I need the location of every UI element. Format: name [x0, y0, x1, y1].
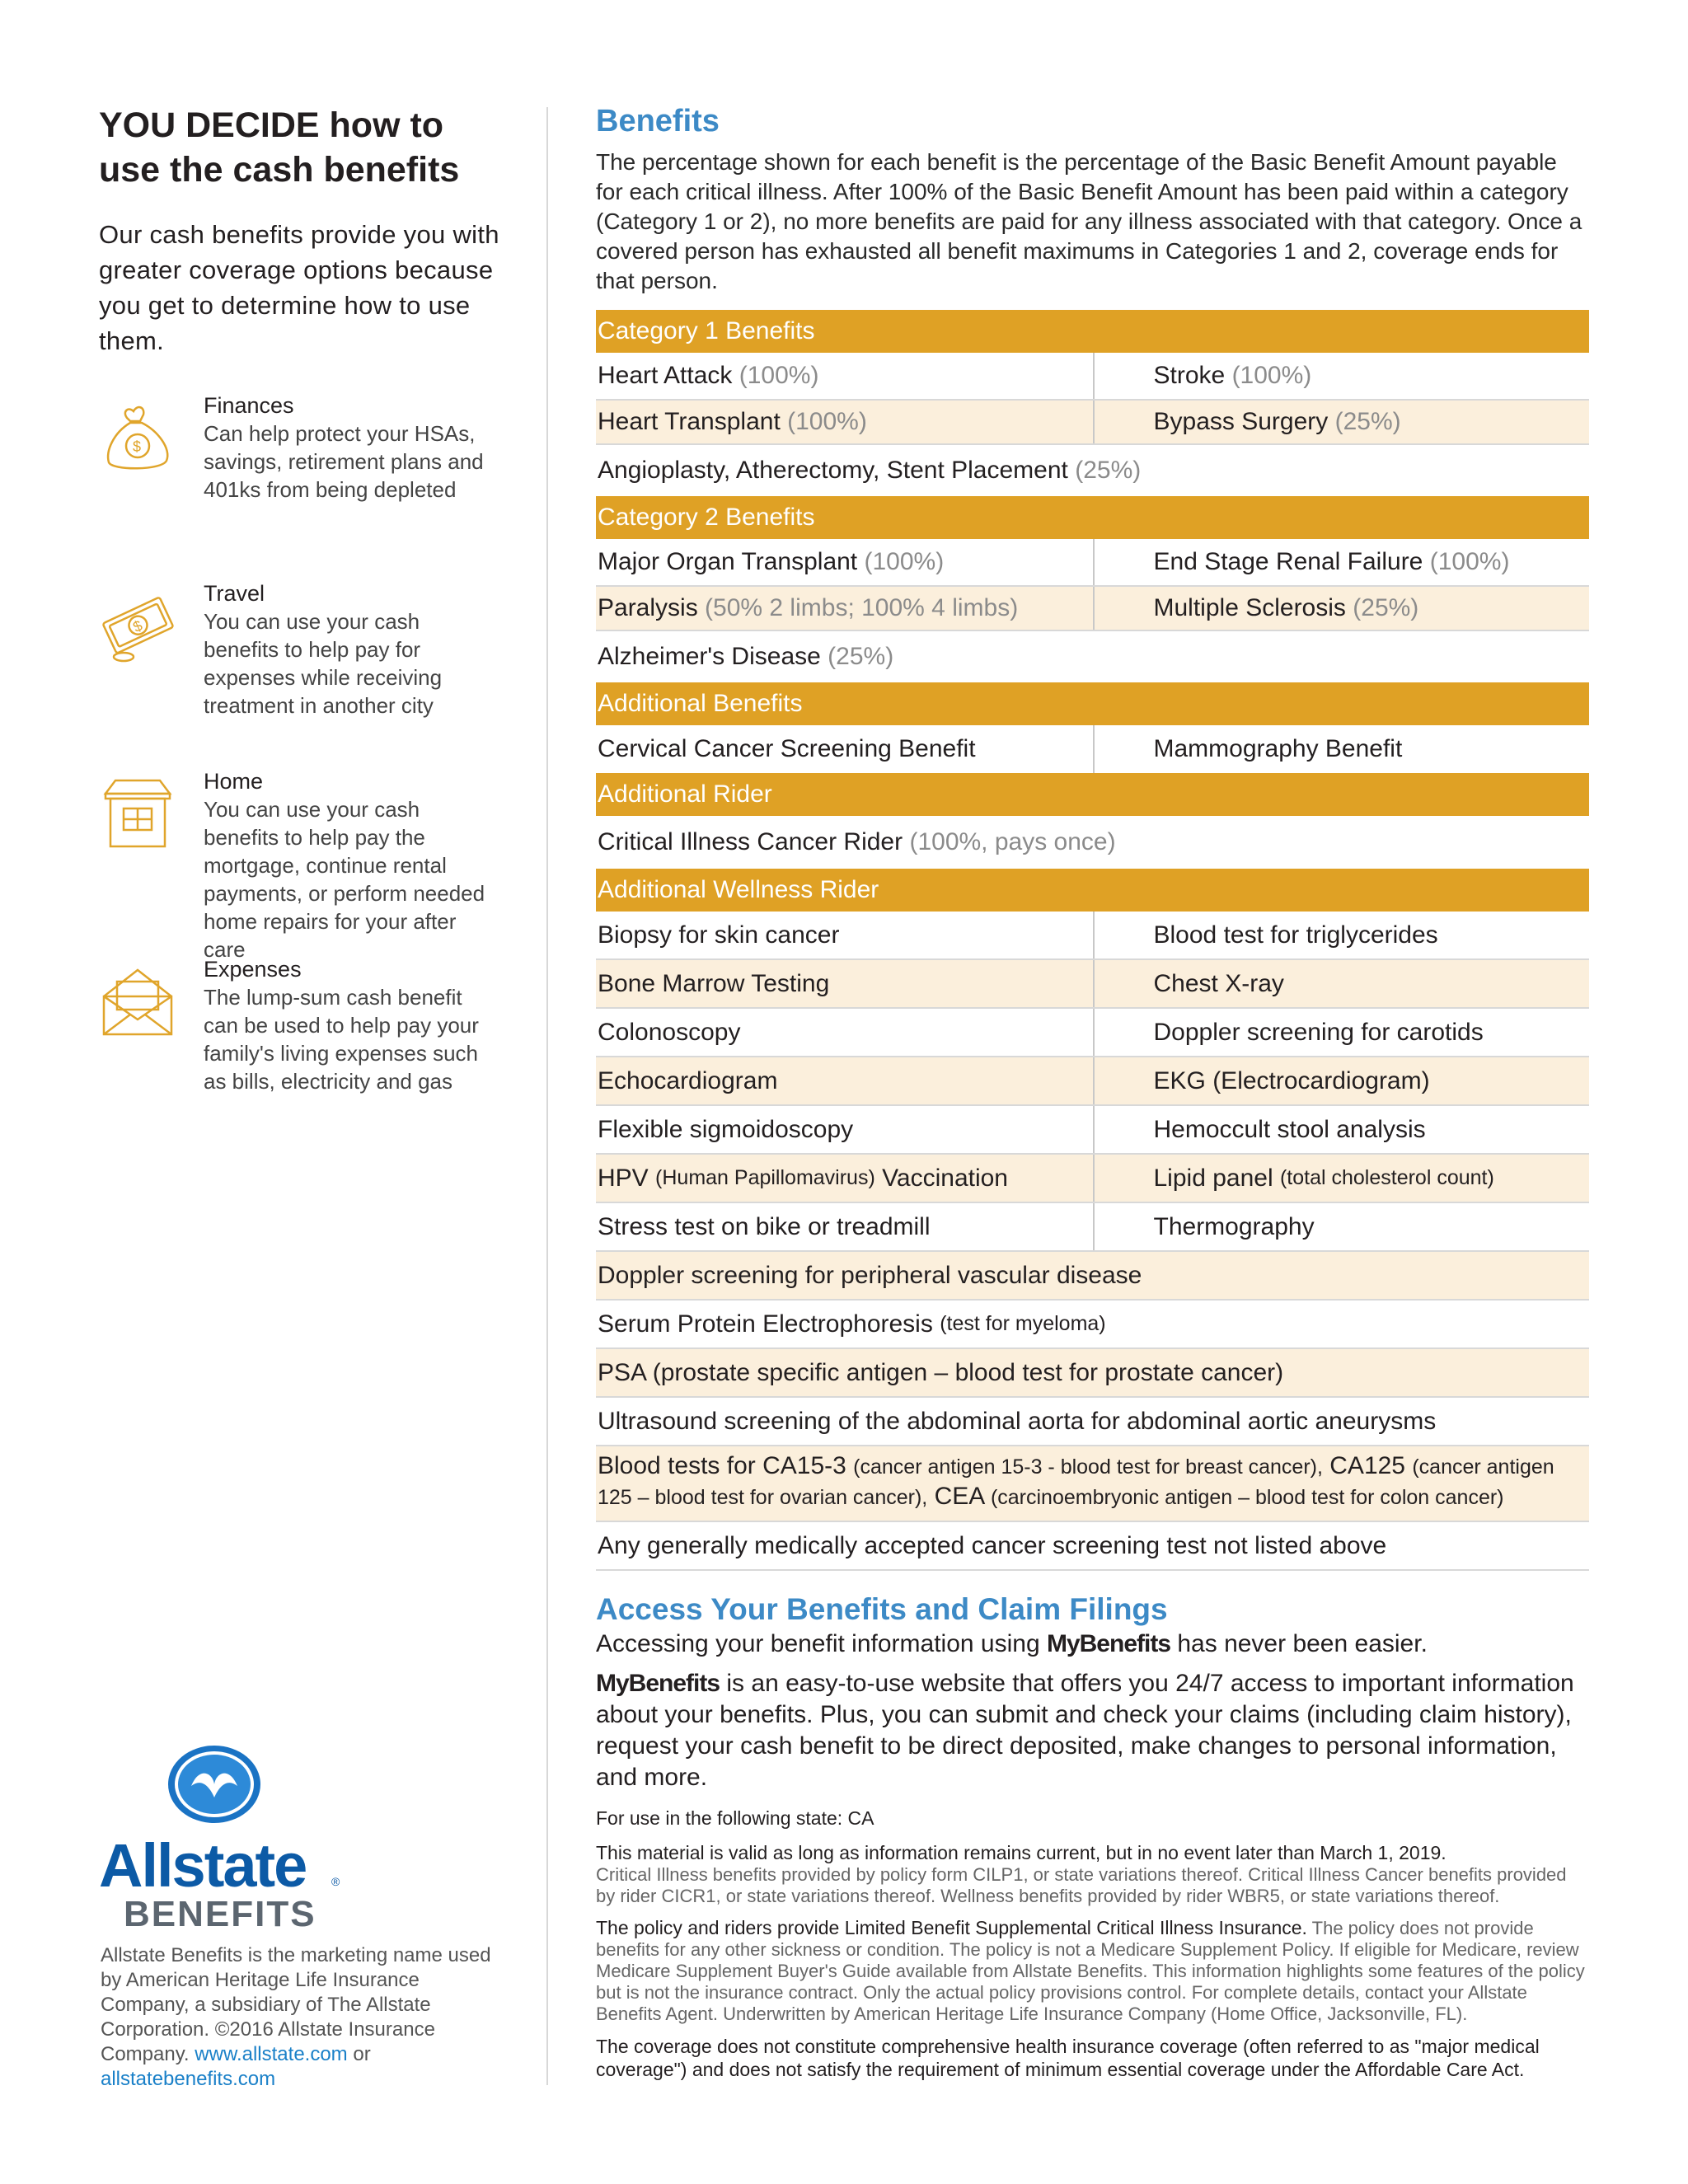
test-name: HPV: [598, 1164, 649, 1192]
cash-icon: [99, 588, 177, 666]
test-name: Stress test on bike or treadmill: [598, 1212, 931, 1240]
allstatebenefits-link[interactable]: allstatebenefits.com: [101, 2068, 276, 2090]
test-name: Flexible sigmoidoscopy: [598, 1115, 854, 1143]
benefit-pct: (100%): [864, 548, 945, 575]
coverage-note: The coverage does not constitute comprehensive health insurance coverage (often referred to as "major medical coverage") and does not satisfy the requirement of minimum essential coverage under the Affordable Care Act.: [596, 2036, 1540, 2080]
benefit-name: Stroke: [1153, 362, 1226, 389]
logo-wordmark: Allstate: [99, 1831, 307, 1900]
test-note: (total cholesterol count): [1279, 1166, 1494, 1189]
test-name: Thermography: [1093, 1203, 1590, 1250]
benefit-pct: (100%): [738, 362, 819, 389]
policy-note: [596, 1917, 1589, 2025]
table-row: [596, 1349, 1589, 1398]
test-name: Any generally medically accepted cancer screening test not listed above: [598, 1531, 1387, 1559]
table-row: [596, 445, 1589, 496]
category-1-header: Category 1 Benefits: [596, 310, 1589, 353]
test-note: (carcinoembryonic antigen – blood test for colon cancer): [990, 1486, 1504, 1509]
table-row: [596, 631, 1589, 682]
feature-title: Travel: [204, 581, 265, 606]
access-paragraph: [596, 1668, 1589, 1793]
benefit-pct: (25%): [1334, 408, 1401, 435]
test-name: Echocardiogram: [598, 1066, 778, 1094]
benefit-name: Bypass Surgery: [1153, 408, 1329, 435]
table-row: [596, 1057, 1589, 1106]
access-title: Access Your Benefits and Claim Filings: [596, 1592, 1168, 1626]
table-row: [596, 725, 1589, 773]
main-column: [596, 103, 1589, 2081]
test-name: Hemoccult stool analysis: [1093, 1106, 1590, 1153]
feature-desc: The lump-sum cash benefit can be used to help pay your family's living expenses such as bills, electricity and gas: [204, 985, 479, 1094]
test-name: Bone Marrow Testing: [598, 969, 830, 997]
table-row: [596, 1106, 1589, 1155]
test-note: (cancer antigen 125 – blood test for ovarian cancer),: [598, 1455, 1554, 1509]
allstate-link[interactable]: www.allstate.com: [195, 2043, 348, 2065]
benefit-name: Major Organ Transplant: [598, 548, 858, 575]
test-name: Blood tests for CA15-3: [598, 1452, 846, 1479]
svg-text:$: $: [133, 438, 142, 455]
table-row: [596, 587, 1589, 631]
feature-finances: [99, 391, 511, 579]
left-column: [99, 103, 511, 1143]
benefits-intro: The percentage shown for each benefit is the percentage of the Basic Benefit Amount payable for each critical illness. After 100% of the Basic Benefit Amount has been paid within a category (Category 1 or 2), no more benefits are paid for any illness associated with that category. Once a covered person has exhausted all benefit maximums in Categories 1 and 2, coverage ends for that person.: [596, 149, 1582, 293]
test-name: Serum Protein Electrophoresis: [598, 1310, 933, 1338]
table-row: [596, 960, 1589, 1009]
benefit-name: End Stage Renal Failure: [1153, 548, 1423, 575]
money-bag-icon: [99, 400, 177, 478]
additional-benefits-header: Additional Benefits: [596, 682, 1589, 725]
test-name: CEA: [934, 1483, 984, 1510]
additional-rider-header: Additional Rider: [596, 773, 1589, 816]
table-row: [596, 401, 1589, 445]
benefit-pct: (100%): [1429, 548, 1510, 575]
test-name: PSA (prostate specific antigen – blood test for prostate cancer): [598, 1358, 1284, 1386]
test-note: (test for myeloma): [940, 1312, 1106, 1335]
page-heading: YOU DECIDE how to use the cash benefits: [99, 105, 460, 190]
link-or: or: [353, 2043, 371, 2065]
policy-forms-note: Critical Illness benefits provided by policy form CILP1, or state variations thereof. Critical Illness Cancer benefits provided by rider CICR1, or state variations thereof. Wellness benefits provided by rider WBR5, or state variations thereof.: [596, 1864, 1567, 1906]
benefit-name: Cervical Cancer Screening Benefit: [598, 735, 976, 762]
benefit-name: Alzheimer's Disease: [598, 643, 821, 670]
feature-desc: Can help protect your HSAs, savings, retirement plans and 401ks from being depleted: [204, 421, 484, 502]
table-row: [596, 1203, 1589, 1252]
test-name: EKG (Electrocardiogram): [1093, 1057, 1590, 1104]
benefit-name: Critical Illness Cancer Rider: [598, 828, 903, 855]
test-name: Lipid panel: [1153, 1164, 1273, 1192]
feature-expenses: [99, 955, 511, 1143]
test-name: Colonoscopy: [598, 1018, 741, 1046]
wellness-rider-header: Additional Wellness Rider: [596, 869, 1589, 912]
table-row: [596, 1301, 1589, 1349]
feature-desc: You can use your cash benefits to help pay the mortgage, continue rental payments, or perform needed home repairs for your after care: [204, 797, 485, 962]
table-row: [596, 353, 1589, 401]
test-name: Vaccination: [882, 1164, 1008, 1192]
table-row: [596, 1522, 1589, 1571]
access-text: Accessing your benefit information using: [596, 1630, 1040, 1657]
feature-home: [99, 767, 511, 962]
valid-note: This material is valid as long as information remains current, but in no event later than March 1, 2019.: [596, 1842, 1447, 1863]
table-row: [596, 912, 1589, 960]
mybenefits-brand: MyBenefits: [1046, 1630, 1171, 1657]
feature-title: Finances: [204, 393, 294, 418]
house-icon: [99, 776, 177, 854]
benefits-title: Benefits: [596, 104, 720, 138]
logo-sub: BENEFITS: [124, 1894, 316, 1934]
table-row: [596, 816, 1589, 869]
table-row: [596, 1252, 1589, 1301]
table-row: [596, 1009, 1589, 1057]
table-row: [596, 1155, 1589, 1203]
benefit-pct: (50% 2 limbs; 100% 4 limbs): [705, 594, 1019, 621]
benefit-name: Heart Transplant: [598, 408, 781, 435]
access-text: has never been easier.: [1177, 1630, 1428, 1657]
access-text: is an easy-to-use website that offers you 24/7 access to important information about your benefits. Plus, you can submit and check your claims (including claim history), request your cash benefit to be direct deposited, make changes to personal information, and more.: [596, 1670, 1574, 1791]
feature-title: Home: [204, 769, 264, 794]
registered-mark: ®: [331, 1875, 340, 1888]
benefit-pct: (25%): [828, 643, 894, 670]
benefit-name: Heart Attack: [598, 362, 733, 389]
feature-title: Expenses: [204, 957, 302, 982]
benefit-name: Mammography Benefit: [1093, 725, 1590, 773]
benefit-pct: (100%, pays once): [909, 828, 1116, 855]
mybenefits-brand: MyBenefits: [596, 1670, 720, 1697]
table-row: [596, 1398, 1589, 1446]
envelope-icon: [99, 963, 177, 1042]
intro-text: Our cash benefits provide you with greater coverage options because you get to determine how to use them.: [99, 220, 499, 355]
benefit-name: Angioplasty, Atherectomy, Stent Placement: [598, 457, 1068, 484]
access-line-1: [596, 1629, 1589, 1660]
test-note: (cancer antigen 15-3 - blood test for breast cancer),: [853, 1455, 1323, 1479]
test-name: Ultrasound screening of the abdominal aorta for abdominal aortic aneurysms: [598, 1407, 1437, 1435]
feature-travel: [99, 579, 511, 767]
benefit-pct: (100%): [1231, 362, 1312, 389]
category-2-header: Category 2 Benefits: [596, 496, 1589, 539]
column-divider: [546, 107, 548, 2085]
test-name: CA125: [1329, 1452, 1405, 1479]
benefit-name: Paralysis: [598, 594, 698, 621]
test-name: Doppler screening for carotids: [1093, 1009, 1590, 1056]
policy-text: The policy does not provide benefits for any other sickness or condition. The policy is not a Medicare Supplement Policy. If eligible for Medicare, review Medicare Supplement Buyer's Guide available from Allstate Benefits. This information highlights some features of the policy but is not the insurance contract. Only the actual policy provisions control. For complete details, contact your Allstate Benefits Agent. Underwritten by American Heritage Life Insurance Company (Home Office, Jacksonville, FL).: [596, 1918, 1585, 2024]
test-name: Blood test for triglycerides: [1093, 912, 1590, 958]
benefit-pct: (100%): [787, 408, 867, 435]
benefit-pct: (25%): [1353, 594, 1419, 621]
test-name: Biopsy for skin cancer: [598, 921, 840, 949]
legal-note: [101, 1943, 496, 2092]
hands-logo-icon: [166, 1743, 262, 1825]
feature-desc: You can use your cash benefits to help pay for expenses while receiving treatment in another city: [204, 609, 443, 718]
table-row: [596, 539, 1589, 587]
benefit-name: Multiple Sclerosis: [1153, 594, 1346, 621]
svg-text:$: $: [130, 616, 145, 636]
test-note: (Human Papillomavirus): [655, 1166, 875, 1189]
legal-text: Allstate Benefits is the marketing name used by American Heritage Life Insurance Company, a subsidiary of The Allstate Corporation. ©2016 Allstate Insurance Company.: [101, 1944, 491, 2065]
state-note: For use in the following state: CA: [596, 1807, 874, 1829]
policy-bold: The policy and riders provide Limited Benefit Supplemental Critical Illness Insurance.: [596, 1917, 1307, 1938]
test-name: Doppler screening for peripheral vascular disease: [598, 1261, 1142, 1289]
table-row: [596, 1446, 1589, 1522]
benefit-pct: (25%): [1075, 457, 1142, 484]
test-name: Chest X-ray: [1093, 960, 1590, 1007]
